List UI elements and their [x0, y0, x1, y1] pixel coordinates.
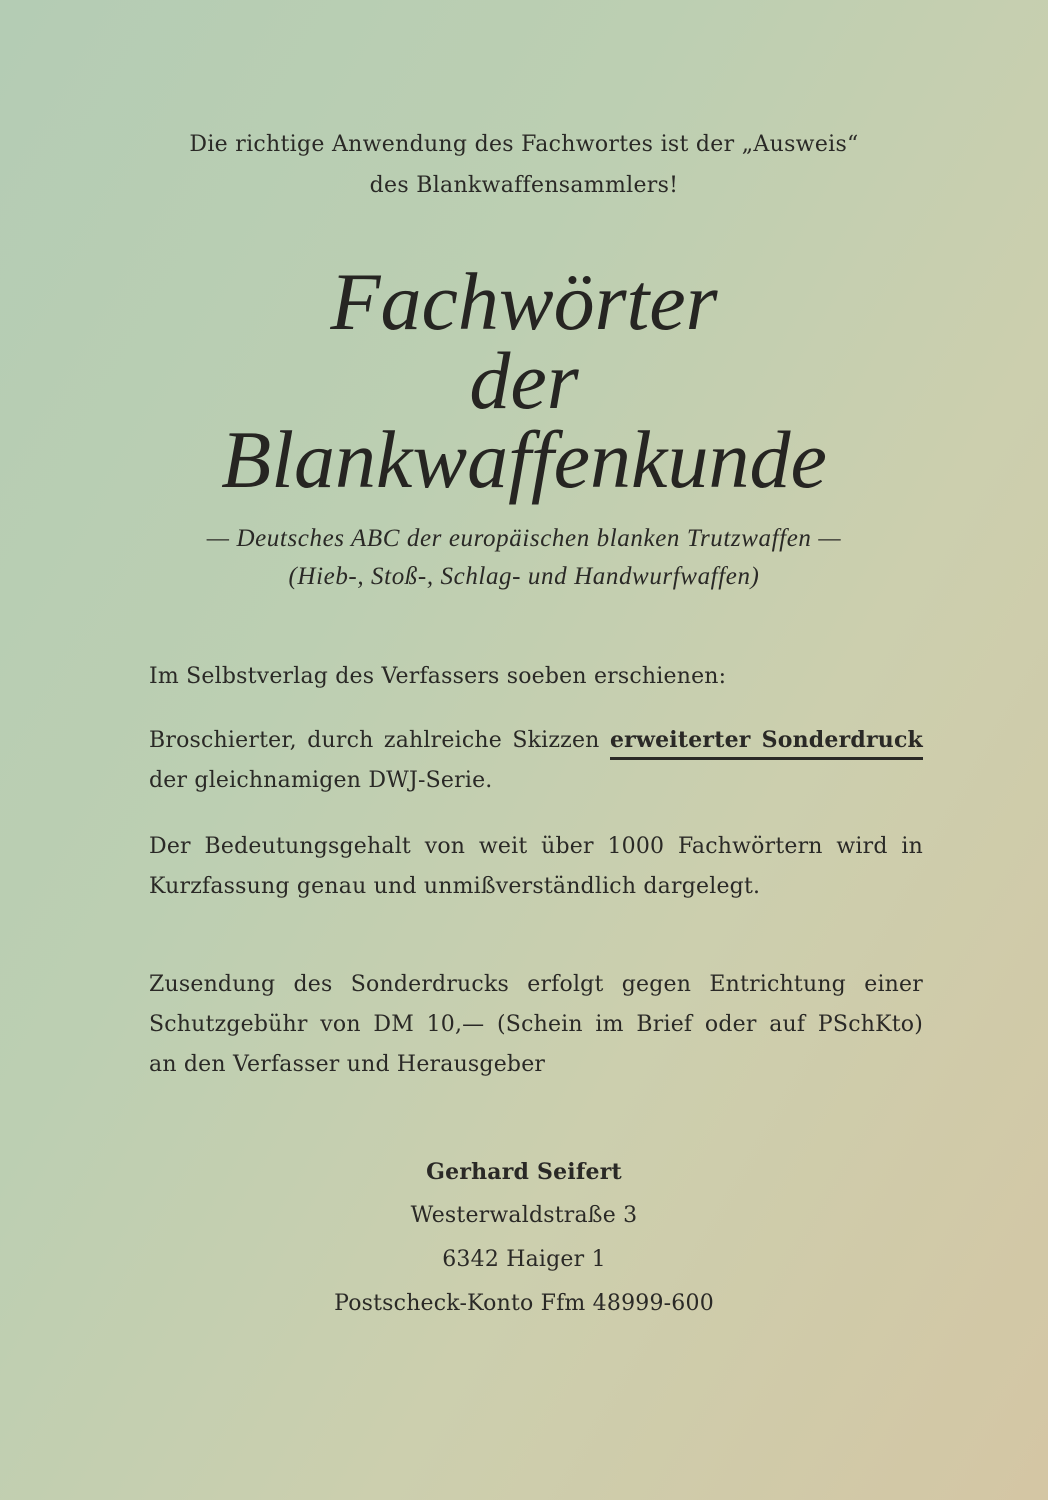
ordering-paragraph [149, 965, 923, 1085]
ordering-line-2: Schutzgebühr von DM 10,— (Schein im Brief oder auf PSchKto) [149, 1012, 923, 1037]
description-paragraph [149, 720, 923, 801]
page-title [0, 256, 1048, 505]
ordering-line-1: Zusendung des Sonderdrucks erfolgt gegen Entrichtung einer [149, 972, 923, 997]
highlighted-phrase: erweiterter Sonderdruck [610, 727, 923, 760]
address-city: 6342 Haiger 1 [442, 1247, 606, 1272]
subtitle-line-2: (Hieb-, Stoß-, Schlag- und Handwurfwaffen) [288, 563, 760, 590]
ordering-line-3: an den Verfasser und Herausgeber [149, 1052, 546, 1077]
content-line-2: Kurzfassung genau und unmißverständlich dargelegt. [149, 874, 761, 899]
bank-account: Postscheck-Konto Ffm 48999-600 [334, 1291, 714, 1316]
content-paragraph [149, 827, 923, 907]
description-line-1 [149, 720, 923, 761]
title-line-3: Blankwaffenkunde [221, 414, 827, 505]
intro-text [0, 124, 1048, 206]
description-text: Broschierter, durch zahlreiche Skizzen [149, 728, 600, 753]
subtitle [0, 520, 1048, 596]
content-line-1: Der Bedeutungsgehalt von weit über 1000 Fachwörtern wird in [149, 834, 923, 859]
address-street: Westerwaldstraße 3 [410, 1203, 638, 1228]
title-line-2: der [469, 335, 579, 426]
publisher-address [0, 1150, 1048, 1326]
description-line-2: der gleichnamigen DWJ-Serie. [149, 768, 493, 793]
title-line-1: Fachwörter [330, 256, 718, 347]
intro-line-1: Die richtige Anwendung des Fachwortes ist der „Ausweis“ [189, 132, 859, 157]
announcement-paragraph [149, 657, 923, 697]
announcement-text: Im Selbstverlag des Verfassers soeben erschienen: [149, 664, 727, 689]
subtitle-line-1: — Deutsches ABC der europäischen blanken Trutzwaffen — [206, 525, 842, 552]
publisher-name: Gerhard Seifert [426, 1159, 622, 1185]
intro-line-2: des Blankwaffensammlers! [369, 173, 679, 198]
